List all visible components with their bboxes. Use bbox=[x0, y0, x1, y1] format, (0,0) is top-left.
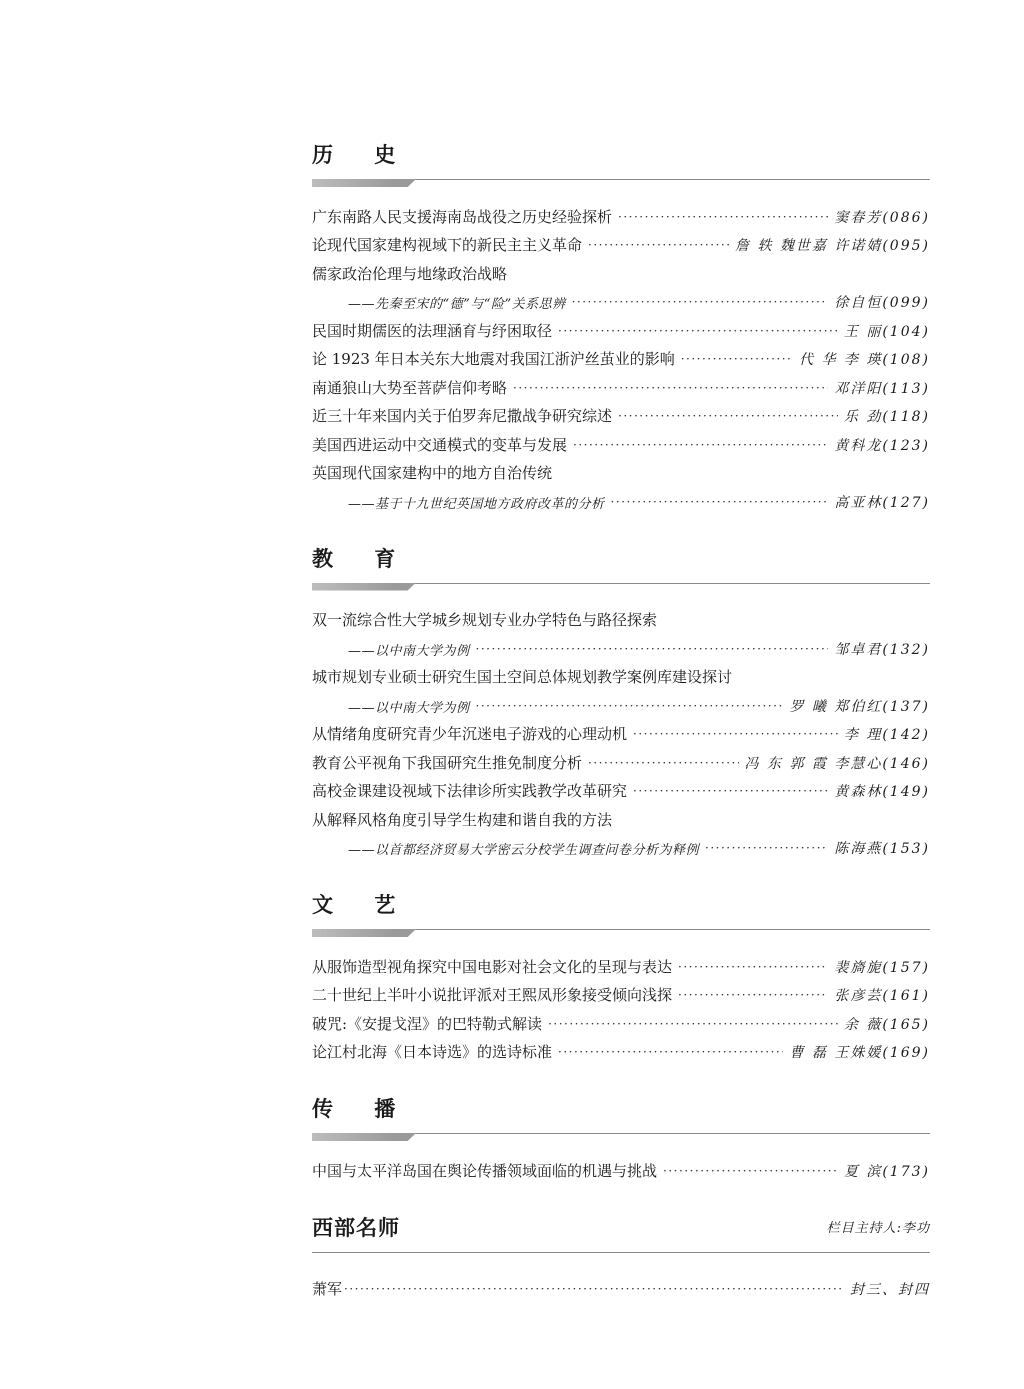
toc-entry[interactable]: 破咒:《安提戈涅》的巴特勒式解读 ····· 余 薇(165) bbox=[312, 1005, 930, 1034]
toc-entry[interactable]: 广东南路人民支援海南岛战役之历史经验探析 ····· 窦春芳(086) bbox=[312, 198, 930, 227]
toc-entry-subtitle[interactable]: ——基于十九世纪英国地方政府改革的分析 ····· 高亚林(127) bbox=[312, 483, 930, 512]
section-western-masters bbox=[312, 1213, 930, 1300]
section-divider bbox=[312, 1252, 930, 1261]
section-title: 西部名师 bbox=[312, 1214, 400, 1240]
section-divider bbox=[312, 583, 930, 592]
toc-entry[interactable]: 近三十年来国内关于伯罗奔尼撒战争研究综述 ····· 乐 劲(118) bbox=[312, 398, 930, 427]
section-education bbox=[312, 544, 930, 859]
section-divider bbox=[312, 179, 930, 188]
toc-entry[interactable]: 城市规划专业硕士研究生国土空间总体规划教学案例库建设探讨 bbox=[312, 668, 733, 686]
toc-entry[interactable]: 南通狼山大势至菩萨信仰考略 ····· 邓洋阳(113) bbox=[312, 369, 930, 398]
toc-entry[interactable]: 萧军 ····· 封三、封四 bbox=[312, 1271, 930, 1300]
toc-entry[interactable]: 二十世纪上半叶小说批评派对王熙凤形象接受倾向浅探 ····· 张彦芸(161) bbox=[312, 977, 930, 1006]
toc-entry[interactable]: 教育公平视角下我国研究生推免制度分析 ····· 冯 东 郭 霞 李慧心(146) bbox=[312, 744, 930, 773]
section-divider bbox=[312, 1133, 930, 1142]
column-host: 栏目主持人:李功 bbox=[826, 1220, 930, 1236]
toc-entry[interactable]: 美国西进运动中交通模式的变革与发展 ····· 黄科龙(123) bbox=[312, 426, 930, 455]
section-title: 文 艺 bbox=[312, 892, 413, 917]
toc-entry[interactable]: 从服饰造型视角探究中国电影对社会文化的呈现与表达 ····· 裴旖旎(157) bbox=[312, 948, 930, 977]
section-media bbox=[312, 1094, 930, 1181]
toc-entry[interactable]: 高校金课建设视域下法律诊所实践教学改革研究 ····· 黄森林(149) bbox=[312, 773, 930, 802]
toc-entry[interactable]: 论现代国家建构视域下的新民主主义革命 ····· 詹 轶 魏世嘉 许诺婧(095) bbox=[312, 227, 930, 256]
toc-entry[interactable]: 中国与太平洋岛国在舆论传播领域面临的机遇与挑战 ····· 夏 滨(173) bbox=[312, 1152, 930, 1181]
toc-entry-subtitle[interactable]: ——以中南大学为例 ····· 邹卓君(132) bbox=[312, 630, 930, 659]
section-title: 历 史 bbox=[312, 142, 413, 167]
section-divider bbox=[312, 929, 930, 938]
toc-entry-subtitle[interactable]: ——以中南大学为例 ····· 罗 曦 郑伯红(137) bbox=[312, 687, 930, 716]
section-title: 教 育 bbox=[312, 545, 413, 571]
toc-entry[interactable]: 从情绪角度研究青少年沉迷电子游戏的心理动机 ····· 李 理(142) bbox=[312, 716, 930, 745]
toc-entry[interactable]: 论江村北海《日本诗选》的选诗标准 ····· 曹 磊 王姝媛(169) bbox=[312, 1034, 930, 1063]
section-history bbox=[312, 140, 930, 512]
toc-entry[interactable]: 从解释风格角度引导学生构建和谐自我的方法 bbox=[312, 810, 613, 829]
toc-entry[interactable]: 民国时期儒医的法理涵育与纾困取径 ····· 王 丽(104) bbox=[312, 312, 930, 341]
toc-entry-subtitle[interactable]: ——先秦至宋的“德”与“险”关系思辨 ····· 徐自恒(099) bbox=[312, 284, 930, 313]
toc-entry[interactable]: 论 1923 年日本关东大地震对我国江浙沪丝茧业的影响 ····· 代 华 李 瑛(108) bbox=[312, 341, 930, 370]
toc-entry[interactable]: 英国现代国家建构中的地方自治传统 bbox=[312, 464, 553, 482]
toc-entry-subtitle[interactable]: ——以首都经济贸易大学密云分校学生调查问卷分析为释例 ····· 陈海燕(153) bbox=[312, 830, 930, 859]
toc-entry[interactable]: 双一流综合性大学城乡规划专业办学特色与路径探索 bbox=[312, 611, 658, 629]
toc-entry[interactable]: 儒家政治伦理与地缘政治战略 bbox=[312, 264, 508, 283]
section-arts bbox=[312, 890, 930, 1062]
table-of-contents bbox=[312, 140, 930, 1299]
section-title: 传 播 bbox=[312, 1096, 413, 1121]
